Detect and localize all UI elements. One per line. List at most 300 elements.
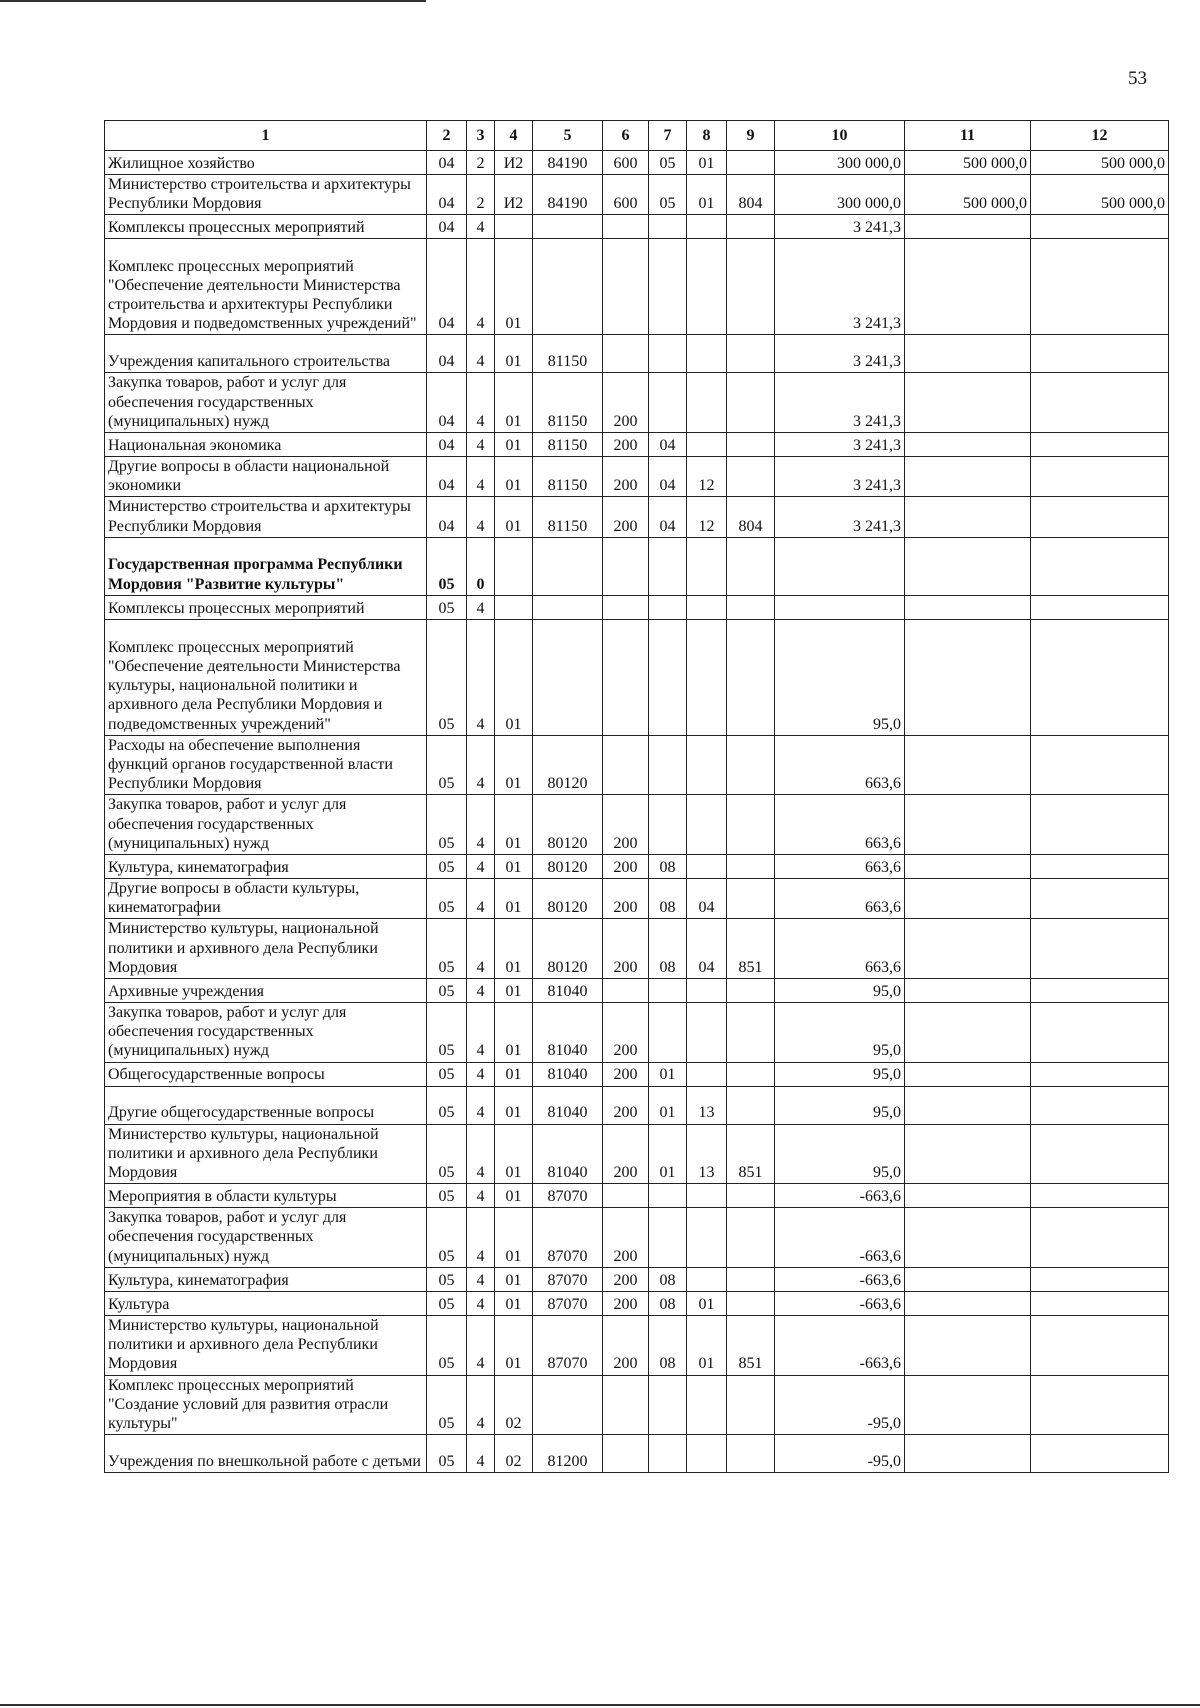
amount-cell-col12 — [1031, 1208, 1169, 1268]
row-name-cell: Мероприятия в области культуры — [105, 1184, 427, 1208]
code-cell-col3: 4 — [467, 373, 495, 433]
table-row — [105, 1062, 1169, 1086]
table-row — [105, 1208, 1169, 1268]
code-cell-col8: 04 — [687, 879, 727, 919]
code-cell-col7: 05 — [649, 175, 687, 215]
amount-cell-col11 — [905, 457, 1031, 497]
code-cell-col8: 13 — [687, 1124, 727, 1184]
code-cell-col5: 84190 — [533, 151, 603, 175]
table-row — [105, 1086, 1169, 1124]
row-name-cell: Общегосударственные вопросы — [105, 1062, 427, 1086]
code-cell-col3: 4 — [467, 795, 495, 855]
table-row — [105, 497, 1169, 537]
code-cell-col9: 851 — [727, 1124, 775, 1184]
code-cell-col9: 804 — [727, 497, 775, 537]
code-cell-col7 — [649, 795, 687, 855]
code-cell-col4: 01 — [495, 1184, 533, 1208]
code-cell-col5 — [533, 1375, 603, 1435]
code-cell-col3: 2 — [467, 175, 495, 215]
code-cell-col3: 4 — [467, 879, 495, 919]
amount-cell-col10: 3 241,3 — [775, 215, 905, 239]
code-cell-col2: 04 — [427, 151, 467, 175]
header-cell-5: 5 — [533, 121, 603, 151]
code-cell-col8: 04 — [687, 919, 727, 979]
row-name-cell: Закупка товаров, работ и услуг для обеспечения государственных (муниципальных) нужд — [105, 1003, 427, 1063]
code-cell-col6: 200 — [603, 919, 649, 979]
code-cell-col6: 200 — [603, 497, 649, 537]
table-row — [105, 595, 1169, 619]
code-cell-col5: 87070 — [533, 1267, 603, 1291]
code-cell-col9 — [727, 879, 775, 919]
amount-cell-col10 — [775, 595, 905, 619]
code-cell-col2: 04 — [427, 373, 467, 433]
code-cell-col8 — [687, 619, 727, 735]
code-cell-col8 — [687, 239, 727, 335]
code-cell-col2: 05 — [427, 1375, 467, 1435]
code-cell-col7 — [649, 595, 687, 619]
code-cell-col3: 4 — [467, 1003, 495, 1063]
amount-cell-col11 — [905, 537, 1031, 595]
code-cell-col5 — [533, 537, 603, 595]
code-cell-col3: 4 — [467, 595, 495, 619]
code-cell-col8: 12 — [687, 497, 727, 537]
amount-cell-col10: -663,6 — [775, 1315, 905, 1375]
code-cell-col8: 01 — [687, 1291, 727, 1315]
code-cell-col8 — [687, 595, 727, 619]
code-cell-col3: 4 — [467, 919, 495, 979]
code-cell-col4: 01 — [495, 373, 533, 433]
code-cell-col6 — [603, 619, 649, 735]
code-cell-col9 — [727, 1184, 775, 1208]
amount-cell-col10: -663,6 — [775, 1291, 905, 1315]
code-cell-col8 — [687, 1435, 727, 1473]
table-row — [105, 1003, 1169, 1063]
code-cell-col7 — [649, 215, 687, 239]
code-cell-col4: 01 — [495, 855, 533, 879]
row-name-cell: Архивные учреждения — [105, 979, 427, 1003]
code-cell-col9 — [727, 1003, 775, 1063]
code-cell-col7: 08 — [649, 855, 687, 879]
code-cell-col3: 4 — [467, 239, 495, 335]
code-cell-col6: 200 — [603, 1003, 649, 1063]
top-scan-rule — [0, 0, 426, 2]
amount-cell-col12 — [1031, 335, 1169, 373]
table-row — [105, 1435, 1169, 1473]
row-name-cell: Комплексы процессных мероприятий — [105, 215, 427, 239]
amount-cell-col11 — [905, 855, 1031, 879]
table-row — [105, 457, 1169, 497]
code-cell-col5: 81040 — [533, 1062, 603, 1086]
code-cell-col8 — [687, 373, 727, 433]
amount-cell-col11 — [905, 1291, 1031, 1315]
code-cell-col2: 05 — [427, 1267, 467, 1291]
row-name-cell: Комплексы процессных мероприятий — [105, 595, 427, 619]
header-cell-7: 7 — [649, 121, 687, 151]
amount-cell-col10 — [775, 537, 905, 595]
code-cell-col6 — [603, 979, 649, 1003]
code-cell-col5 — [533, 215, 603, 239]
code-cell-col4: 01 — [495, 735, 533, 795]
code-cell-col3: 4 — [467, 335, 495, 373]
code-cell-col4: 01 — [495, 1124, 533, 1184]
code-cell-col5: 80120 — [533, 919, 603, 979]
code-cell-col9 — [727, 1267, 775, 1291]
code-cell-col7: 01 — [649, 1124, 687, 1184]
code-cell-col4: 01 — [495, 879, 533, 919]
amount-cell-col12 — [1031, 1124, 1169, 1184]
amount-cell-col10: 3 241,3 — [775, 239, 905, 335]
row-name-cell: Министерство строительства и архитектуры Республики Мордовия — [105, 497, 427, 537]
row-name-cell: Комплекс процессных мероприятий "Создание условий для развития отрасли культуры" — [105, 1375, 427, 1435]
code-cell-col6 — [603, 735, 649, 795]
code-cell-col5: 81150 — [533, 373, 603, 433]
amount-cell-col11 — [905, 1062, 1031, 1086]
code-cell-col9 — [727, 457, 775, 497]
code-cell-col2: 05 — [427, 919, 467, 979]
amount-cell-col10: 3 241,3 — [775, 335, 905, 373]
code-cell-col2: 05 — [427, 537, 467, 595]
amount-cell-col12 — [1031, 735, 1169, 795]
amount-cell-col10: 3 241,3 — [775, 373, 905, 433]
row-name-cell: Закупка товаров, работ и услуг для обеспечения государственных (муниципальных) нужд — [105, 373, 427, 433]
row-name-cell: Другие вопросы в области национальной экономики — [105, 457, 427, 497]
header-cell-10: 10 — [775, 121, 905, 151]
amount-cell-col12 — [1031, 1375, 1169, 1435]
row-name-cell: Учреждения капитального строительства — [105, 335, 427, 373]
code-cell-col3: 4 — [467, 1208, 495, 1268]
amount-cell-col11 — [905, 795, 1031, 855]
code-cell-col5: 80120 — [533, 879, 603, 919]
code-cell-col7: 04 — [649, 457, 687, 497]
amount-cell-col11 — [905, 735, 1031, 795]
code-cell-col2: 04 — [427, 239, 467, 335]
amount-cell-col11 — [905, 979, 1031, 1003]
code-cell-col6: 600 — [603, 151, 649, 175]
code-cell-col3: 4 — [467, 1291, 495, 1315]
code-cell-col7: 08 — [649, 879, 687, 919]
code-cell-col5: 80120 — [533, 795, 603, 855]
code-cell-col8 — [687, 1184, 727, 1208]
code-cell-col8 — [687, 795, 727, 855]
row-name-cell: Комплекс процессных мероприятий "Обеспечение деятельности Министерства строительства и архитектуры Республики Мордовия и подведомственных учреждений" — [105, 239, 427, 335]
code-cell-col9 — [727, 151, 775, 175]
table-row — [105, 433, 1169, 457]
code-cell-col9 — [727, 1062, 775, 1086]
table-row — [105, 879, 1169, 919]
code-cell-col2: 05 — [427, 979, 467, 1003]
code-cell-col9 — [727, 239, 775, 335]
code-cell-col9 — [727, 335, 775, 373]
table-row — [105, 239, 1169, 335]
code-cell-col8: 01 — [687, 175, 727, 215]
code-cell-col8: 01 — [687, 1315, 727, 1375]
code-cell-col3: 4 — [467, 1124, 495, 1184]
amount-cell-col11 — [905, 433, 1031, 457]
code-cell-col4: 01 — [495, 1267, 533, 1291]
code-cell-col7: 04 — [649, 497, 687, 537]
header-cell-4: 4 — [495, 121, 533, 151]
code-cell-col8 — [687, 1375, 727, 1435]
header-cell-3: 3 — [467, 121, 495, 151]
table-row — [105, 919, 1169, 979]
code-cell-col3: 4 — [467, 1267, 495, 1291]
code-cell-col3: 4 — [467, 1086, 495, 1124]
code-cell-col3: 4 — [467, 215, 495, 239]
amount-cell-col12 — [1031, 979, 1169, 1003]
table-row — [105, 175, 1169, 215]
code-cell-col8 — [687, 1267, 727, 1291]
row-name-cell: Культура, кинематография — [105, 1267, 427, 1291]
row-name-cell: Министерство культуры, национальной политики и архивного дела Республики Мордовия — [105, 919, 427, 979]
code-cell-col7 — [649, 1375, 687, 1435]
row-name-cell: Министерство культуры, национальной политики и архивного дела Республики Мордовия — [105, 1315, 427, 1375]
code-cell-col2: 04 — [427, 335, 467, 373]
code-cell-col7: 08 — [649, 1291, 687, 1315]
amount-cell-col11 — [905, 373, 1031, 433]
amount-cell-col12 — [1031, 537, 1169, 595]
amount-cell-col12 — [1031, 855, 1169, 879]
code-cell-col8 — [687, 215, 727, 239]
table-row — [105, 855, 1169, 879]
code-cell-col8 — [687, 735, 727, 795]
code-cell-col4: 01 — [495, 1315, 533, 1375]
code-cell-col7: 08 — [649, 1315, 687, 1375]
code-cell-col6: 200 — [603, 879, 649, 919]
table-row — [105, 1124, 1169, 1184]
code-cell-col5: 81150 — [533, 497, 603, 537]
row-name-cell: Расходы на обеспечение выполнения функций органов государственной власти Республики Мордовия — [105, 735, 427, 795]
code-cell-col7 — [649, 735, 687, 795]
code-cell-col6: 200 — [603, 1315, 649, 1375]
bottom-scan-rule — [0, 1704, 1200, 1706]
amount-cell-col12 — [1031, 619, 1169, 735]
code-cell-col4 — [495, 595, 533, 619]
amount-cell-col10: 663,6 — [775, 855, 905, 879]
code-cell-col5: 87070 — [533, 1208, 603, 1268]
header-cell-11: 11 — [905, 121, 1031, 151]
code-cell-col2: 05 — [427, 735, 467, 795]
code-cell-col2: 05 — [427, 1184, 467, 1208]
code-cell-col3: 4 — [467, 1315, 495, 1375]
code-cell-col7: 04 — [649, 433, 687, 457]
code-cell-col8 — [687, 1062, 727, 1086]
code-cell-col3: 4 — [467, 735, 495, 795]
code-cell-col5: 81040 — [533, 1003, 603, 1063]
code-cell-col4: 01 — [495, 457, 533, 497]
amount-cell-col12 — [1031, 1315, 1169, 1375]
code-cell-col3: 4 — [467, 979, 495, 1003]
code-cell-col3: 4 — [467, 619, 495, 735]
amount-cell-col12: 500 000,0 — [1031, 151, 1169, 175]
code-cell-col4: И2 — [495, 151, 533, 175]
amount-cell-col11 — [905, 919, 1031, 979]
code-cell-col6 — [603, 335, 649, 373]
code-cell-col8 — [687, 433, 727, 457]
code-cell-col9 — [727, 1208, 775, 1268]
code-cell-col9 — [727, 433, 775, 457]
amount-cell-col10: 663,6 — [775, 795, 905, 855]
code-cell-col2: 04 — [427, 215, 467, 239]
code-cell-col7: 01 — [649, 1062, 687, 1086]
amount-cell-col11 — [905, 1315, 1031, 1375]
code-cell-col6: 200 — [603, 1291, 649, 1315]
header-cell-12: 12 — [1031, 121, 1169, 151]
code-cell-col4: 01 — [495, 1086, 533, 1124]
amount-cell-col12 — [1031, 373, 1169, 433]
amount-cell-col11 — [905, 1124, 1031, 1184]
code-cell-col7 — [649, 335, 687, 373]
code-cell-col6: 200 — [603, 1062, 649, 1086]
header-cell-1: 1 — [105, 121, 427, 151]
code-cell-col6 — [603, 537, 649, 595]
row-name-cell: Другие вопросы в области культуры, кинематографии — [105, 879, 427, 919]
code-cell-col3: 4 — [467, 1435, 495, 1473]
code-cell-col4: 01 — [495, 979, 533, 1003]
code-cell-col2: 05 — [427, 1315, 467, 1375]
amount-cell-col12 — [1031, 433, 1169, 457]
code-cell-col6 — [603, 239, 649, 335]
amount-cell-col12 — [1031, 215, 1169, 239]
table-row — [105, 151, 1169, 175]
amount-cell-col10: 663,6 — [775, 735, 905, 795]
code-cell-col8 — [687, 855, 727, 879]
amount-cell-col10: -95,0 — [775, 1435, 905, 1473]
code-cell-col9 — [727, 855, 775, 879]
code-cell-col9 — [727, 619, 775, 735]
code-cell-col5: 81150 — [533, 335, 603, 373]
code-cell-col2: 05 — [427, 1003, 467, 1063]
amount-cell-col12: 500 000,0 — [1031, 175, 1169, 215]
amount-cell-col11 — [905, 1184, 1031, 1208]
row-name-cell: Закупка товаров, работ и услуг для обеспечения государственных (муниципальных) нужд — [105, 1208, 427, 1268]
amount-cell-col12 — [1031, 919, 1169, 979]
code-cell-col5: 81150 — [533, 457, 603, 497]
amount-cell-col10: 95,0 — [775, 619, 905, 735]
code-cell-col2: 05 — [427, 619, 467, 735]
code-cell-col2: 05 — [427, 855, 467, 879]
code-cell-col4: 01 — [495, 1208, 533, 1268]
code-cell-col5: 81150 — [533, 433, 603, 457]
code-cell-col7: 05 — [649, 151, 687, 175]
table-body — [105, 151, 1169, 1473]
amount-cell-col10: 3 241,3 — [775, 457, 905, 497]
code-cell-col2: 04 — [427, 175, 467, 215]
amount-cell-col10: 95,0 — [775, 1124, 905, 1184]
code-cell-col8 — [687, 979, 727, 1003]
amount-cell-col10: 95,0 — [775, 1003, 905, 1063]
amount-cell-col12 — [1031, 239, 1169, 335]
table-row — [105, 1184, 1169, 1208]
code-cell-col9 — [727, 1375, 775, 1435]
amount-cell-col12 — [1031, 1435, 1169, 1473]
table-row — [105, 735, 1169, 795]
budget-table — [104, 120, 1169, 1473]
code-cell-col9: 851 — [727, 919, 775, 979]
code-cell-col5 — [533, 595, 603, 619]
code-cell-col4: 01 — [495, 1291, 533, 1315]
row-name-cell: Культура, кинематография — [105, 855, 427, 879]
code-cell-col9 — [727, 979, 775, 1003]
code-cell-col5: 80120 — [533, 735, 603, 795]
amount-cell-col12 — [1031, 1184, 1169, 1208]
amount-cell-col10: 95,0 — [775, 979, 905, 1003]
code-cell-col9 — [727, 537, 775, 595]
code-cell-col6: 200 — [603, 1086, 649, 1124]
code-cell-col7 — [649, 1208, 687, 1268]
code-cell-col2: 04 — [427, 433, 467, 457]
row-name-cell: Национальная экономика — [105, 433, 427, 457]
amount-cell-col12 — [1031, 1003, 1169, 1063]
code-cell-col9 — [727, 215, 775, 239]
code-cell-col3: 4 — [467, 433, 495, 457]
code-cell-col5: 87070 — [533, 1315, 603, 1375]
code-cell-col9 — [727, 1435, 775, 1473]
code-cell-col3: 4 — [467, 855, 495, 879]
row-name-cell: Закупка товаров, работ и услуг для обеспечения государственных (муниципальных) нужд — [105, 795, 427, 855]
amount-cell-col11 — [905, 335, 1031, 373]
header-cell-6: 6 — [603, 121, 649, 151]
table-row — [105, 1375, 1169, 1435]
code-cell-col2: 05 — [427, 879, 467, 919]
amount-cell-col11: 500 000,0 — [905, 175, 1031, 215]
amount-cell-col12 — [1031, 497, 1169, 537]
amount-cell-col11 — [905, 1003, 1031, 1063]
code-cell-col8: 12 — [687, 457, 727, 497]
code-cell-col2: 05 — [427, 1086, 467, 1124]
code-cell-col8 — [687, 537, 727, 595]
code-cell-col7 — [649, 373, 687, 433]
code-cell-col2: 04 — [427, 497, 467, 537]
code-cell-col3: 4 — [467, 1375, 495, 1435]
table-row — [105, 1291, 1169, 1315]
code-cell-col6: 200 — [603, 1208, 649, 1268]
code-cell-col9: 804 — [727, 175, 775, 215]
amount-cell-col12 — [1031, 1062, 1169, 1086]
code-cell-col4: 01 — [495, 335, 533, 373]
code-cell-col2: 05 — [427, 595, 467, 619]
code-cell-col4: 01 — [495, 1062, 533, 1086]
code-cell-col9 — [727, 1086, 775, 1124]
code-cell-col5: 80120 — [533, 855, 603, 879]
row-name-cell: Комплекс процессных мероприятий "Обеспечение деятельности Министерства культуры, национальной политики и архивного дела Республики Мордовия и подведомственных учреждений" — [105, 619, 427, 735]
code-cell-col7: 01 — [649, 1086, 687, 1124]
code-cell-col4: 01 — [495, 239, 533, 335]
code-cell-col8 — [687, 335, 727, 373]
code-cell-col3: 4 — [467, 457, 495, 497]
code-cell-col5: 87070 — [533, 1291, 603, 1315]
amount-cell-col10: -663,6 — [775, 1184, 905, 1208]
amount-cell-col11 — [905, 1375, 1031, 1435]
amount-cell-col10: 663,6 — [775, 919, 905, 979]
amount-cell-col11 — [905, 239, 1031, 335]
code-cell-col5: 84190 — [533, 175, 603, 215]
code-cell-col6 — [603, 1435, 649, 1473]
amount-cell-col10: 95,0 — [775, 1086, 905, 1124]
code-cell-col3: 0 — [467, 537, 495, 595]
code-cell-col5: 81040 — [533, 979, 603, 1003]
table-header — [105, 121, 1169, 151]
code-cell-col9 — [727, 595, 775, 619]
header-cell-2: 2 — [427, 121, 467, 151]
amount-cell-col12 — [1031, 595, 1169, 619]
amount-cell-col12 — [1031, 1291, 1169, 1315]
code-cell-col6: 200 — [603, 855, 649, 879]
code-cell-col4: 01 — [495, 795, 533, 855]
code-cell-col5: 81040 — [533, 1086, 603, 1124]
code-cell-col9 — [727, 373, 775, 433]
code-cell-col3: 4 — [467, 1184, 495, 1208]
code-cell-col7 — [649, 619, 687, 735]
